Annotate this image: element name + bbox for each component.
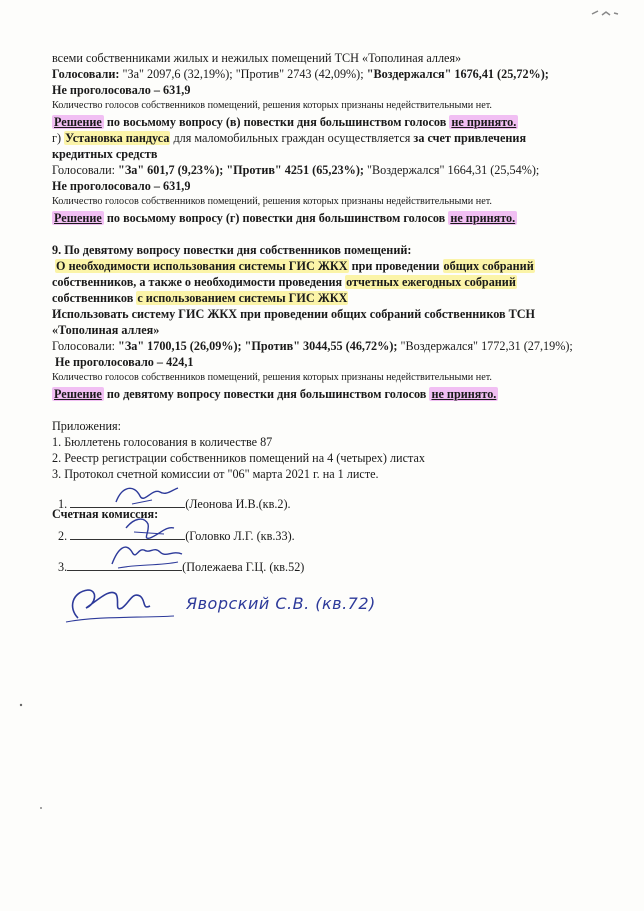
not-voted-text: Не проголосовало – 424,1: [55, 355, 194, 369]
member-name: (Леонова И.В.(кв.2).: [185, 497, 291, 511]
highlight-gis: О необходимости использования системы ГИС ЖКХ: [56, 259, 348, 273]
member-number: 3.: [58, 560, 68, 574]
decision-text: по восьмому вопросу (г) повестки дня большинством голосов: [103, 211, 449, 225]
decision-text: по девятому вопросу повестки дня большинством голосов: [103, 387, 430, 401]
commission-title: Счетная комиссия:: [52, 507, 159, 521]
question-8g-title: [52, 130, 627, 146]
decision-result: не принято.: [451, 115, 517, 129]
question-8v-vote-results: [52, 66, 627, 82]
signature-scribble-1: [112, 482, 182, 512]
voted-label: Голосовали:: [52, 339, 119, 353]
question-8g-block: [52, 130, 627, 226]
handwritten-member-name: Яворский С.В. (кв.72): [186, 594, 376, 613]
decision-word: Решение: [54, 115, 102, 129]
document-body: [52, 50, 627, 522]
question-8v-invalid-votes: Количество голосов собственников помещений, решения которых признаны недействительными нет.: [52, 100, 492, 111]
text: собственников: [52, 291, 137, 305]
question-9-line-4: Использовать систему ГИС ЖКХ при проведении общих собраний собственников ТСН: [52, 307, 536, 321]
voted-label: Голосовали:: [52, 67, 120, 81]
question-9-invalid-votes: Количество голосов собственников помещений, решения которых признаны недействительными нет.: [52, 372, 492, 383]
vote-protiv: "Против" 3044,55 (46,72%);: [244, 339, 398, 353]
stray-mark: [38, 805, 44, 811]
item-prefix: г): [52, 131, 65, 145]
decision-text: по восьмому вопросу (в) повестки дня большинством голосов: [103, 115, 450, 129]
vote-vozd: "Воздержался" 1664,31 (25,54%);: [367, 163, 540, 177]
attachment-item: 2. Реестр регистрации собственников помещений на 4 (четырех) листах: [52, 451, 425, 465]
vote-vozd: "Воздержался" 1772,31 (27,19%);: [400, 339, 573, 353]
member-name: (Полежаева Г.Ц. (кв.52): [182, 560, 305, 574]
decision-result: не принято.: [450, 211, 516, 225]
decision-result: не принято.: [431, 387, 497, 401]
highlight-gis-usage: с использованием системы ГИС ЖКХ: [137, 291, 348, 305]
question-9-vote-results: [52, 338, 627, 354]
question-8v-continuation: всеми собственниками жилых и нежилых помещений ТСН «Тополиная аллея»: [52, 51, 462, 65]
attachments-block: [52, 418, 627, 482]
question-8v-block: [52, 50, 627, 130]
attachments-title: Приложения:: [52, 419, 121, 433]
member-number: 1.: [58, 497, 71, 511]
decision-word: Решение: [54, 387, 102, 401]
title-text: для маломобильных граждан осуществляется: [170, 131, 414, 145]
question-9-not-voted: [52, 354, 627, 370]
title-bold: за счет привлечения: [413, 131, 527, 145]
question-8g-decision: [52, 210, 627, 226]
text: при проведении: [348, 259, 443, 273]
stray-mark: [18, 702, 24, 708]
question-8v-not-voted: Не проголосовало – 631,9: [52, 83, 191, 97]
question-9-decision: [52, 386, 627, 402]
signature-scribble-4: [58, 578, 178, 636]
vote-za: "За" 1700,15 (26,09%);: [118, 339, 242, 353]
corner-scribble: [590, 6, 620, 20]
member-number: 2.: [58, 529, 71, 543]
highlight-meetings: общих собраний: [443, 259, 534, 273]
text: собственников, а также о необходимости проведения: [52, 275, 346, 289]
vote-za: "За" 601,7 (9,23%);: [118, 163, 224, 177]
voted-label: Голосовали:: [52, 163, 119, 177]
attachment-item: 3. Протокол счетной комиссии от "06" марта 2021 г. на 1 листе.: [52, 467, 379, 481]
question-9-line-5: «Тополиная аллея»: [52, 323, 160, 337]
title-highlight: Установка пандуса: [65, 131, 170, 145]
vote-protiv: "Против" 4251 (65,23%);: [226, 163, 364, 177]
question-9-line-3: [52, 290, 627, 306]
signature-scribble-3: [108, 538, 188, 574]
question-8g-invalid-votes: Количество голосов собственников помещений, решения которых признаны недействительными нет.: [52, 196, 492, 207]
question-8g-title-cont: кредитных средств: [52, 147, 158, 161]
vote-protiv: "Против" 2743 (42,09%);: [235, 67, 364, 81]
question-8v-decision: [52, 114, 627, 130]
question-9-heading: 9. По девятому вопросу повестки дня собственников помещений:: [52, 243, 412, 257]
question-8g-vote-results: [52, 162, 627, 178]
attachment-item: 1. Бюллетень голосования в количестве 87: [52, 435, 273, 449]
question-9-line-2: [52, 274, 627, 290]
member-name: (Головко Л.Г. (кв.33).: [185, 529, 295, 543]
question-9-block: [52, 242, 627, 402]
decision-word: Решение: [54, 211, 102, 225]
question-8g-not-voted: Не проголосовало – 631,9: [52, 179, 191, 193]
vote-vozd: "Воздержался" 1676,41 (25,72%);: [366, 67, 549, 81]
highlight-annual: отчетных ежегодных собраний: [346, 275, 516, 289]
question-9-line-1: [52, 258, 627, 274]
vote-za: "За" 2097,6 (32,19%);: [122, 67, 233, 81]
